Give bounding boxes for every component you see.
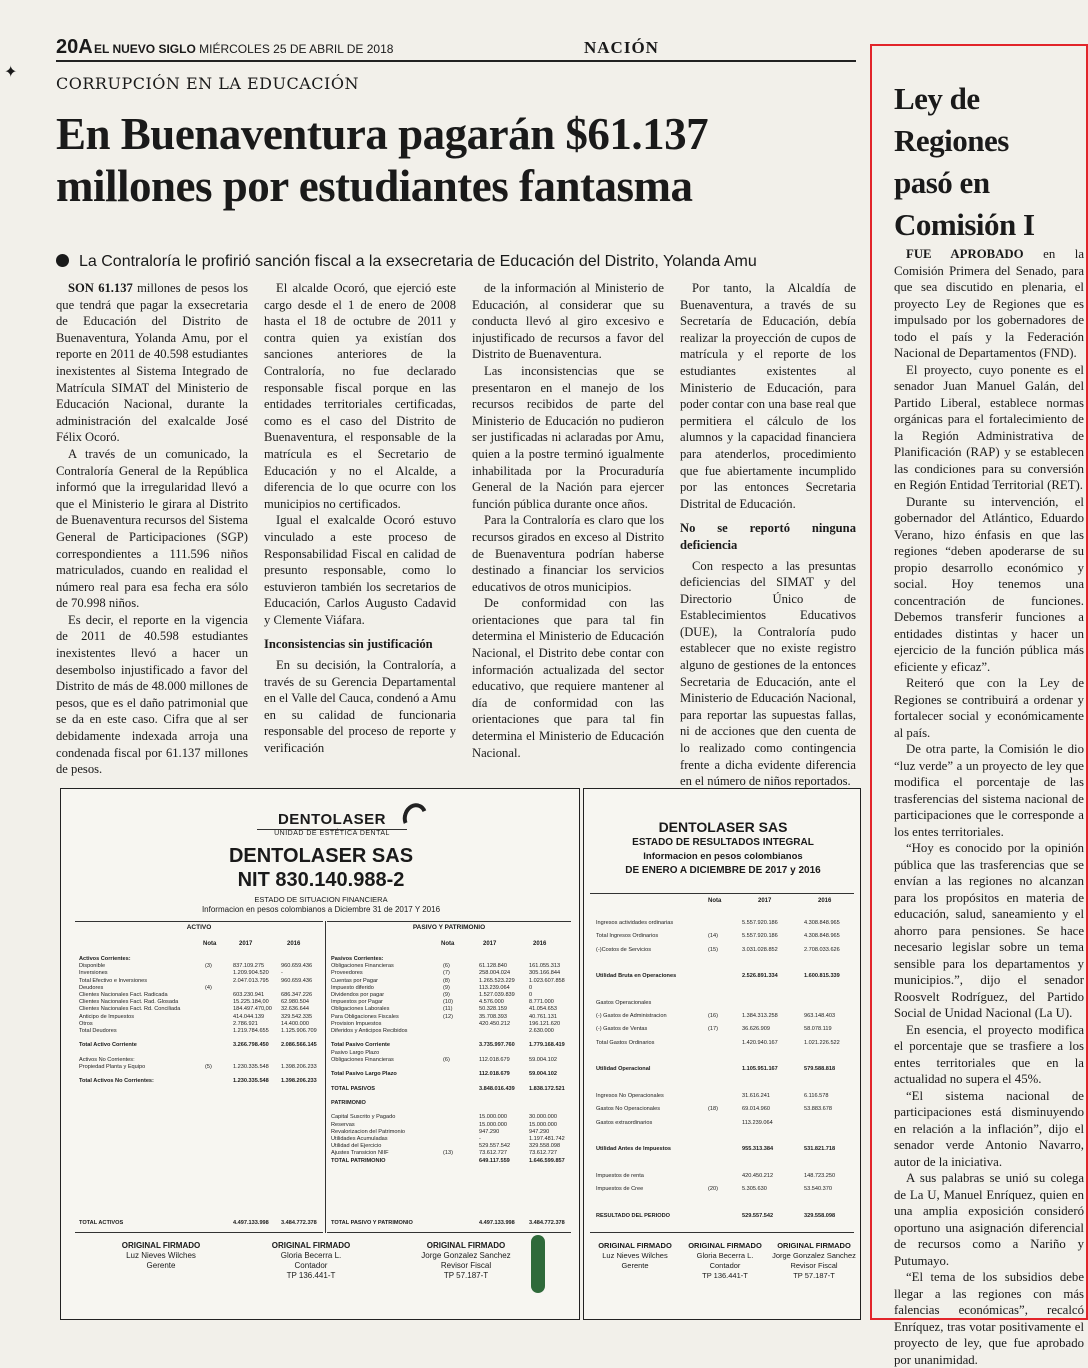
- table-cell-label: TOTAL PATRIMONIO: [331, 1157, 386, 1164]
- table-cell-v2017: 414.044.139: [233, 1013, 265, 1020]
- total-cell-label: TOTAL ACTIVOS: [79, 1220, 124, 1226]
- table-cell-v2017: 35.708.393: [479, 1013, 507, 1020]
- table-cell-v2016: 329.542.335: [281, 1013, 313, 1020]
- table-cell-label: Gastos Operacionales: [596, 999, 652, 1006]
- balance-sheet-ad: [60, 788, 580, 1320]
- table-cell-v2017: 1.105.951.167: [742, 1066, 778, 1073]
- table-cell-v2016: 14.400.000: [281, 1020, 309, 1027]
- table-cell-v2017: 1.209.904.520: [233, 970, 269, 977]
- income-table: [590, 893, 854, 1233]
- column-header: 2016: [818, 898, 832, 904]
- income-statement-ad: [583, 788, 861, 1320]
- table-cell-label: Utilidad Operacional: [596, 1066, 651, 1073]
- table-cell-v2017: 5.557.920.186: [742, 920, 778, 926]
- article-deck: La Contraloría le profirió sanción fiscal a la exsecretaria de Educación del Distrito, Yolanda Amu: [56, 253, 856, 279]
- table-cell-v2017: 1.527.039.839: [479, 992, 515, 998]
- table-cell-v2017: 15.000.000: [479, 1121, 507, 1128]
- table-cell-nota: (8): [443, 977, 450, 984]
- table-cell-v2016: 1.021.226.522: [804, 1039, 840, 1046]
- table-cell-v2016: 305.166.844: [529, 970, 561, 977]
- table-cell-label: Impuestos de Cree: [596, 1186, 644, 1192]
- table-cell-nota: (13): [443, 1150, 453, 1157]
- table-cell-label: Pasivo Largo Plazo: [331, 1049, 380, 1056]
- table-cell-v2017: 1.230.335.548: [233, 1078, 269, 1085]
- table-cell-label: Otros: [79, 1020, 93, 1027]
- table-cell-v2017: 649.117.559: [479, 1157, 510, 1164]
- column-header: Nota: [441, 941, 455, 947]
- table-cell-v2016: 6.116.578: [804, 1092, 829, 1099]
- column-header: Nota: [203, 941, 217, 947]
- column-header: 2017: [758, 898, 772, 904]
- total-cell-label: TOTAL PASIVO Y PATRIMONIO: [331, 1220, 413, 1226]
- table-cell-label: Total Ingresos Ordinarios: [596, 933, 659, 940]
- liabilities-table: [327, 921, 571, 1233]
- table-cell-v2016: 53.540.370: [804, 1186, 832, 1192]
- table-cell-label: Utilidad Bruta en Operaciones: [596, 973, 677, 980]
- table-cell-nota: (4): [205, 984, 212, 991]
- table-cell-v2017: 420.450.212: [742, 1172, 774, 1179]
- signature-block: ORIGINAL FIRMADO Gloria Becerra L. Contador TP 136.441-T: [688, 1241, 762, 1280]
- table-cell-v2017: 73.612.727: [479, 1150, 507, 1157]
- table-cell-v2016: 0: [529, 992, 533, 998]
- table-cell-v2016: 0: [529, 984, 533, 991]
- page-header: [56, 34, 856, 62]
- table-cell-v2017: 113.239.064: [479, 984, 510, 991]
- page-number: 20A: [56, 36, 93, 58]
- table-cell-label: Utilidad del Ejercicio: [331, 1143, 382, 1150]
- article-column-4: Por tanto, la Alcaldía de Buenaventura, a través de su Secretaría de Educación, debía realizar la proyección de cupos de matrícula y el reporte de los estudiantes existentes al Ministerio de Educación, para poder contar con una base real que permitiera el cálculo de los alumnos y la capacidad financiera para atenderlos, procedimiento que fue abiertamente incumplido por las entonces Secretaria Distrital de Educación. No se reportó ninguna deficiencia Con respecto a las presuntas deficiencias del SIMAT y del Directorio Único de Establecimientos Educativos (DUE), la Contraloría pudo establecer que no existe registro alguno de gestiones de la entonces Secretaria de Educación, ante el Ministerio de Educación Nacional, para reportar las supuestas fallas, ni de acciones que den cuenta de lo realizado como contingencia frente a dicha evidente diferencia en el número de niños reportados.: [680, 281, 856, 789]
- total-cell-v2017: 4.497.133.998: [233, 1220, 269, 1226]
- table-cell-label: Total Activos No Corrientes:: [79, 1078, 154, 1085]
- table-cell-v2017: 184.497.470,00: [233, 1006, 272, 1013]
- table-cell-v2017: 3.848.016.439: [479, 1085, 515, 1092]
- table-cell-v2016: 1.838.172.521: [529, 1085, 565, 1092]
- table-cell-v2017: 5.557.920.186: [742, 933, 778, 940]
- newspaper-name: EL NUEVO SIGLO MIÉRCOLES 25 DE ABRIL DE 2018: [94, 42, 394, 56]
- signature-block: ORIGINAL FIRMADO Gloria Becerra L. Contador TP 136.441-T: [271, 1241, 351, 1280]
- table-cell-v2016: 963.148.403: [804, 1013, 836, 1020]
- table-cell-label: Clientes Nacionales Fact. Radicada: [79, 992, 168, 998]
- table-cell-v2017: 529.557.542: [742, 1212, 774, 1219]
- table-cell-label: RESULTADO DEL PERIODO: [596, 1212, 670, 1219]
- table-cell-v2016: 2.708.033.626: [804, 946, 840, 953]
- table-cell-v2016: 196.121.620: [529, 1020, 561, 1027]
- table-cell-label: Ingresos actividades ordinarias: [596, 920, 674, 926]
- table-cell-label: Deudores: [79, 984, 104, 991]
- table-cell-v2017: 5.305.630: [742, 1186, 767, 1192]
- table-cell-label: Cuentas por Pagar: [331, 977, 378, 984]
- statement-period: DE ENERO A DICIEMBRE DE 2017 y 2016: [625, 865, 821, 876]
- article-kicker: CORRUPCIÓN EN LA EDUCACIÓN: [56, 74, 359, 93]
- table-cell-nota: (9): [443, 992, 450, 998]
- table-cell-v2016: 531.821.718: [804, 1146, 836, 1153]
- company-logo: DENTOLASER UNIDAD DE ESTÉTICA DENTAL: [257, 811, 407, 837]
- table-cell-nota: (16): [708, 1013, 718, 1020]
- table-cell-v2017: 113.239.064: [742, 1119, 773, 1126]
- table-cell-v2016: 73.612.727: [529, 1150, 557, 1157]
- table-cell-label: Total Activo Corriente: [79, 1042, 137, 1049]
- issue-date: MIÉRCOLES 25 DE ABRIL DE 2018: [199, 42, 394, 56]
- sidebar-article: [870, 44, 1088, 1367]
- table-cell-v2016: 59.004.102: [529, 1056, 557, 1063]
- table-cell-v2016: 1.023.607.858: [529, 977, 565, 984]
- table-cell-v2017: 1.420.940.167: [742, 1039, 778, 1046]
- table-cell-label: Dividendos por pagar: [331, 992, 385, 998]
- table-cell-nota: (20): [708, 1186, 718, 1192]
- table-cell-v2017: 15.000.000: [479, 1114, 507, 1121]
- table-cell-v2016: 148.723.250: [804, 1172, 836, 1179]
- statement-subtitle: Informacion en pesos colombianos a Diciembre 31 de 2017 Y 2016: [201, 905, 441, 914]
- signature-block: ORIGINAL FIRMADO Jorge Gonzalez Sanchez Revisor Fiscal TP 57.187-T: [421, 1241, 511, 1280]
- table-cell-label: Provision Impuestos: [331, 1020, 382, 1027]
- company-nit: NIT 830.140.988-2: [237, 869, 405, 891]
- table-cell-v2016: 58.078.119: [804, 1026, 832, 1033]
- table-cell-nota: (5): [205, 1064, 212, 1070]
- signature-block: ORIGINAL FIRMADO Jorge Gonzalez Sanchez Revisor Fiscal TP 57.187-T: [772, 1241, 856, 1280]
- article-headline: En Buenaventura pagarán $61.137 millones por estudiantes fantasma: [56, 109, 709, 211]
- table-cell-v2017: 420.450.212: [479, 1020, 511, 1027]
- table-cell-label: Disponible: [79, 963, 106, 970]
- table-cell-label: Total Gastos Ordinarios: [596, 1039, 655, 1046]
- table-cell-nota: (14): [708, 933, 718, 940]
- article-column-1: SON 61.137 millones de pesos los que tendrá que pagar la exsecretaria de Educación del Distrito de Buenaventura, Yolanda Amu, por el reporte en 2011 de 40.598 estudiantes inexistentes al Sistema Integrado de Matrícula SIMAT del Ministerio de Educación Nacional, durante la administración del exalcalde José Félix Ocoró. A través de un comunicado, la Contraloría General de la República informó que la irregularidad llevó a que el Ministerio le girara al Distrito de Buenaventura recursos del Sistema General de Participaciones (SGP) correspondientes a 111.596 niños matriculados, cuando en realidad el número real para esa fecha era sólo de 70.998 niños. Es decir, el reporte en la vigencia de 2011 de 40.598 estudiantes inexistentes llevó a hacer un desembolso injustificado a favor del Distrito de más de 48.000 millones de pesos, que es el daño patrimonial que se da en este caso. Cifra que al ser debidamente indexada arroja una condenada fiscal por 61.137 millones de pesos.: [56, 281, 248, 777]
- table-cell-label: TOTAL PASIVOS: [331, 1085, 376, 1092]
- table-cell-v2017: 3.031.028.852: [742, 946, 778, 953]
- signature-block: ORIGINAL FIRMADO Luz Nieves Wilches Gerente: [121, 1241, 201, 1270]
- table-cell-label: Utilidades Acumuladas: [331, 1136, 388, 1142]
- table-cell-v2016: 1.197.481.742: [529, 1136, 565, 1142]
- table-cell-label: Propiedad Planta y Equipo: [79, 1064, 146, 1070]
- column-header: 2016: [287, 941, 301, 947]
- table-cell-v2017: -: [479, 1136, 481, 1142]
- table-cell-label: Total Efectivo e Inversiones: [79, 977, 148, 984]
- table-cell-label: Utilidad Antes de Impuestos: [596, 1146, 672, 1153]
- total-cell-v2016: 3.484.772.378: [529, 1220, 565, 1226]
- table-cell-label: (-) Gastos de Ventas: [596, 1026, 648, 1033]
- signature-block: ORIGINAL FIRMADO Luz Nieves Wilches Gerente: [598, 1241, 672, 1270]
- table-cell-nota: (11): [443, 1006, 453, 1013]
- table-cell-label: Inversiones: [79, 970, 108, 977]
- table-cell-nota: (7): [443, 970, 450, 977]
- table-cell-label: Obligaciones Laborales: [331, 1006, 390, 1013]
- table-cell-label: Clientes Nacionales Fact. Rd. Conciliada: [79, 1006, 181, 1013]
- table-cell-v2016: 1.600.815.339: [804, 973, 840, 980]
- auditor-stamp: [531, 1235, 545, 1293]
- table-cell-v2016: 4.308.848.965: [804, 920, 840, 926]
- table-cell-v2016: 30.000.000: [529, 1114, 557, 1121]
- table-cell-label: Total Deudores: [79, 1028, 117, 1034]
- table-cell-v2016: 1.398.206.233: [281, 1064, 317, 1070]
- column-header: 2017: [239, 941, 253, 947]
- table-cell-v2017: 1.230.335.548: [233, 1064, 269, 1070]
- section-name: NACIÓN: [584, 38, 659, 57]
- table-cell-v2016: 161.055.313: [529, 963, 561, 970]
- table-cell-v2016: 579.588.818: [804, 1066, 836, 1073]
- table-cell-v2016: 1.398.206.233: [281, 1078, 317, 1085]
- column-header: 2017: [483, 941, 497, 947]
- table-cell-label: Activos Corrientes:: [79, 956, 131, 962]
- table-cell-label: Anticipo de Impuestos: [79, 1013, 135, 1020]
- table-cell-v2016: 960.659.436: [281, 963, 313, 970]
- subheading: No se reportó ninguna deficiencia: [680, 521, 856, 552]
- table-cell-v2016: 15.000.000: [529, 1121, 557, 1128]
- statement-title: ESTADO DE SITUACION FINANCIERA: [254, 895, 388, 904]
- sidebar-headline: Ley de Regiones pasó en Comisión I: [894, 81, 1035, 242]
- table-cell-label: Proveedores: [331, 970, 363, 977]
- table-cell-v2017: 603.230.941: [233, 992, 265, 998]
- table-cell-v2017: 15.225.184,00: [233, 999, 269, 1006]
- total-cell-v2016: 3.484.772.378: [281, 1220, 317, 1226]
- table-cell-nota: (10): [443, 999, 453, 1006]
- assets-table: [75, 921, 323, 1233]
- statement-subtitle: Informacion en pesos colombianos: [643, 851, 803, 862]
- table-header: ACTIVO: [186, 924, 212, 931]
- table-cell-nota: (6): [443, 963, 450, 970]
- table-cell-label: Activos No Corrientes:: [79, 1056, 135, 1063]
- statement-title: ESTADO DE RESULTADOS INTEGRAL: [632, 837, 814, 848]
- pushpin-icon: ✦: [4, 62, 18, 81]
- table-cell-label: Total Pasivo Corriente: [331, 1042, 390, 1049]
- table-cell-v2016: 2.086.566.145: [281, 1042, 317, 1049]
- table-cell-label: Gastos extraordinarios: [596, 1119, 653, 1126]
- table-cell-label: Reservas: [331, 1121, 355, 1128]
- table-cell-v2016: 53.883.678: [804, 1106, 832, 1113]
- table-cell-v2016: 59.004.102: [529, 1071, 557, 1078]
- company-name: DENTOLASER SAS: [228, 845, 414, 867]
- table-cell-label: Revalorizacion del Patrimonio: [331, 1128, 405, 1135]
- subheading: Inconsistencias sin justificación: [264, 637, 433, 652]
- table-cell-label: Capital Suscrito y Pagado: [331, 1114, 396, 1121]
- table-cell-label: Para Obligaciones Fiscales: [331, 1013, 399, 1020]
- table-cell-nota: (3): [205, 963, 212, 970]
- table-cell-label: Impuestos por Pagar: [331, 999, 383, 1006]
- table-cell-v2016: 329.558.098: [804, 1212, 836, 1219]
- article-column-3: de la información al Ministerio de Educación, al considerar que su conducta llevó al giro excesivo e injustificado de recursos a favor del Distrito de Buenaventura. Las inconsistencias que se presentaron en el manejo de los recursos recibidos de parte del Ministerio de Educación no pudieron ser justificadas ni aclaradas por Amu, quien a la postre terminó igualmente inhabilitada por la Procuraduría General de la Nación para ejercer función pública durante once años. Para la Contraloría es claro que los recursos girados en exceso al Distrito de Buenaventura podrían haberse destinado a financiar los servicios educativos de otros municipios. De conformidad con las orientaciones que para tal fin determina el Ministerio de Educación Nacional, el Distrito debe contar con información actualizada del sector educativo, que requiere mantener al día de conformidad con las orientaciones que para tal fin determina el Ministerio de Educación Nacional.: [472, 281, 664, 760]
- table-cell-label: Obligaciones Financieras: [331, 1056, 394, 1063]
- company-name: DENTOLASER SAS: [658, 819, 788, 835]
- table-cell-v2016: 8.771.000: [529, 999, 554, 1006]
- table-cell-label: Pasivos Corrientes:: [331, 956, 384, 962]
- table-cell-label: Total Pasivo Largo Plazo: [331, 1071, 397, 1078]
- table-cell-label: Impuesto diferido: [331, 984, 374, 991]
- table-cell-v2016: 686.347.226: [281, 992, 313, 998]
- table-cell-v2016: 960.659.436: [281, 977, 313, 984]
- table-cell-v2016: 1.646.599.857: [529, 1157, 565, 1164]
- table-cell-label: PATRIMONIO: [331, 1100, 366, 1106]
- table-cell-v2016: -: [281, 970, 283, 977]
- table-cell-v2017: 31.616.241: [742, 1092, 770, 1099]
- column-header: 2016: [533, 941, 547, 947]
- table-cell-v2016: 41.054.653: [529, 1006, 557, 1013]
- table-cell-v2017: 2.526.891.334: [742, 973, 778, 980]
- table-cell-v2016: 40.761.131: [529, 1013, 557, 1020]
- table-cell-v2017: 529.557.542: [479, 1143, 511, 1150]
- table-cell-v2017: 955.313.384: [742, 1146, 774, 1153]
- bullet-icon: [56, 254, 69, 267]
- column-divider: [325, 921, 326, 1233]
- table-cell-v2017: 4.576.000: [479, 999, 504, 1006]
- table-cell-nota: (6): [443, 1056, 450, 1063]
- table-cell-label: Diferidos y Anticipos Recibidos: [331, 1028, 408, 1034]
- table-cell-v2016: 4.308.848.965: [804, 933, 840, 940]
- table-cell-label: Gastos No Operacionales: [596, 1106, 661, 1113]
- article-body: [56, 280, 856, 789]
- article-column-2: El alcalde Ocoró, que ejerció este cargo desde el 1 de enero de 2008 hasta el 18 de octubre de 2011 y contra quien ya existían dos sanciones anteriores de la Contraloría, no fue declarado responsable fiscal porque en las entidades territoriales certificadas, como es el caso del Distrito de Buenaventura, el responsable de la matrícula es el Secretario de Educación y no el Alcalde, a diferencia de lo que ocurre con los municipios no certificados. Igual el exalcalde Ocoró estuvo vinculado a este proceso de Responsabilidad Fiscal en calidad de presunto responsable, como lo estuvieron también los secretarios de Educación, Carlos Augusto Cadavid y Clemente Viáfara. Inconsistencias sin justificación En su decisión, la Contraloría, a través de su Gerencia Departamental en el Valle del Cauca, condenó a Amu en su calidad de funcionaria responsable del proceso de reporte y verificación: [264, 281, 456, 756]
- table-cell-label: Impuestos de renta: [596, 1172, 644, 1179]
- table-cell-v2017: 69.014.960: [742, 1106, 770, 1113]
- table-cell-nota: (9): [443, 984, 450, 991]
- table-cell-v2017: 36.626.909: [742, 1026, 770, 1033]
- table-cell-v2017: 112.018.679: [479, 1056, 510, 1063]
- total-cell-v2017: 4.497.133.998: [479, 1220, 515, 1226]
- table-cell-label: Clientes Nacionales Fact. Rad. Glosada: [79, 999, 179, 1006]
- table-cell-v2017: 2.047.013.795: [233, 977, 269, 984]
- table-cell-v2016: 62.980.504: [281, 999, 309, 1006]
- table-cell-v2017: 258.004.024: [479, 970, 511, 977]
- table-cell-v2017: 947.290: [479, 1128, 500, 1135]
- table-cell-v2016: 2.630.000: [529, 1028, 554, 1034]
- table-cell-v2017: 50.328.159: [479, 1006, 507, 1013]
- table-cell-label: (-) Gastos de Administracion: [596, 1013, 667, 1020]
- table-cell-v2017: 3.735.997.760: [479, 1042, 515, 1049]
- table-header: PASIVO Y PATRIMONIO: [412, 924, 486, 931]
- table-cell-nota: (18): [708, 1106, 718, 1113]
- table-cell-v2017: 1.384.313.258: [742, 1013, 778, 1020]
- table-cell-nota: (17): [708, 1026, 718, 1033]
- table-cell-v2016: 1.125.906.709: [281, 1028, 317, 1034]
- table-cell-label: Ingresos No Operacionales: [596, 1092, 664, 1099]
- table-cell-v2017: 837.109.275: [233, 963, 265, 970]
- table-cell-nota: (15): [708, 946, 718, 953]
- table-cell-v2017: 112.018.679: [479, 1071, 510, 1078]
- table-cell-v2016: 1.779.168.419: [529, 1042, 565, 1049]
- table-cell-v2017: 1.265.523.229: [479, 977, 515, 984]
- table-cell-v2017: 3.266.798.450: [233, 1042, 269, 1049]
- table-cell-v2016: 32.636.644: [281, 1006, 309, 1013]
- table-cell-v2016: 329.558.098: [529, 1143, 561, 1150]
- table-cell-label: (-)Costos de Servicios: [596, 946, 652, 953]
- table-cell-v2017: 61.128.840: [479, 963, 507, 970]
- table-cell-label: Obligaciones Financieras: [331, 963, 394, 970]
- column-header: Nota: [708, 898, 722, 904]
- table-cell-label: Ajustes Transicion NIIF: [331, 1150, 389, 1157]
- sidebar-body: FUE APROBADO en la Comisión Primera del Senado, para que sea discutido en plenaria, el proyecto Ley de Regiones que es impulsado por los gobernadores de todo el país y la Federación Nacional de Departamentos (FND). El proyecto, cuyo ponente es el senador Juan Manuel Galán, del Partido Liberal, establece normas orgánicas para el fortalecimiento de la Región Administrativa de Planificación (RAP) y se establecen las condiciones para su conversión en Región Entidad Territorial (RET). Durante su intervención, el gobernador del Atlántico, Eduardo Verano, hizo énfasis en que las regiones “deben apoderarse de su propio desarrollo económico y social. Hoy tenemos una concentración de funciones. Debemos transferir funciones a entidades distintas y hacer un ejercicio de la función pública más eficiente y eficaz”. Reiteró que con la Ley de Regiones se contribuirá a ordenar y fortalecer social y económicamente al país. De otra parte, la Comisión le dio “luz verde” a un proyecto de ley que modifica el porcentaje de las trasferencias del sistema nacional de participaciones que le corresponde a los entes territoriales. “Hoy es conocido por la opinión pública que las trasferencias que se envían a las regiones no alcanzan para los propósitos en materia de educación, salud, saneamiento y el ahorro para pensiones. Se hace necesario legislar sobre un tema sensible para los departamentos y municipios.”, dijo el senador Roosvelt Rodríguez, del Partido Social de Unidad Nacional (La U). En esencia, el proyecto modifica el porcentaje que se trasfiere a los entes territoriales que en la actualidad no supera el 45%. “El sistema nacional de participaciones está disminuyendo en relación a la inflación”, dijo el senador verde Antonio Navarro, autor de la iniciativa. A sus palabras se unió su colega de La U, Manuel Enríquez, quien en una amplia exposición consideró oportuno una asignación diferencial de recursos como a Nariño y Putumayo. “El tema de los subsidios debe llegar a las regiones con más falencias económicas”, recalcó Enríquez, tras votar positivamente el proyecto de ley, que fue aprobado por unanimidad.: [894, 247, 1085, 1367]
- table-cell-v2016: 947.290: [529, 1128, 550, 1135]
- table-cell-v2017: 1.219.784.655: [233, 1028, 269, 1034]
- table-cell-v2017: 2.786.921: [233, 1020, 258, 1027]
- table-cell-nota: (12): [443, 1013, 453, 1020]
